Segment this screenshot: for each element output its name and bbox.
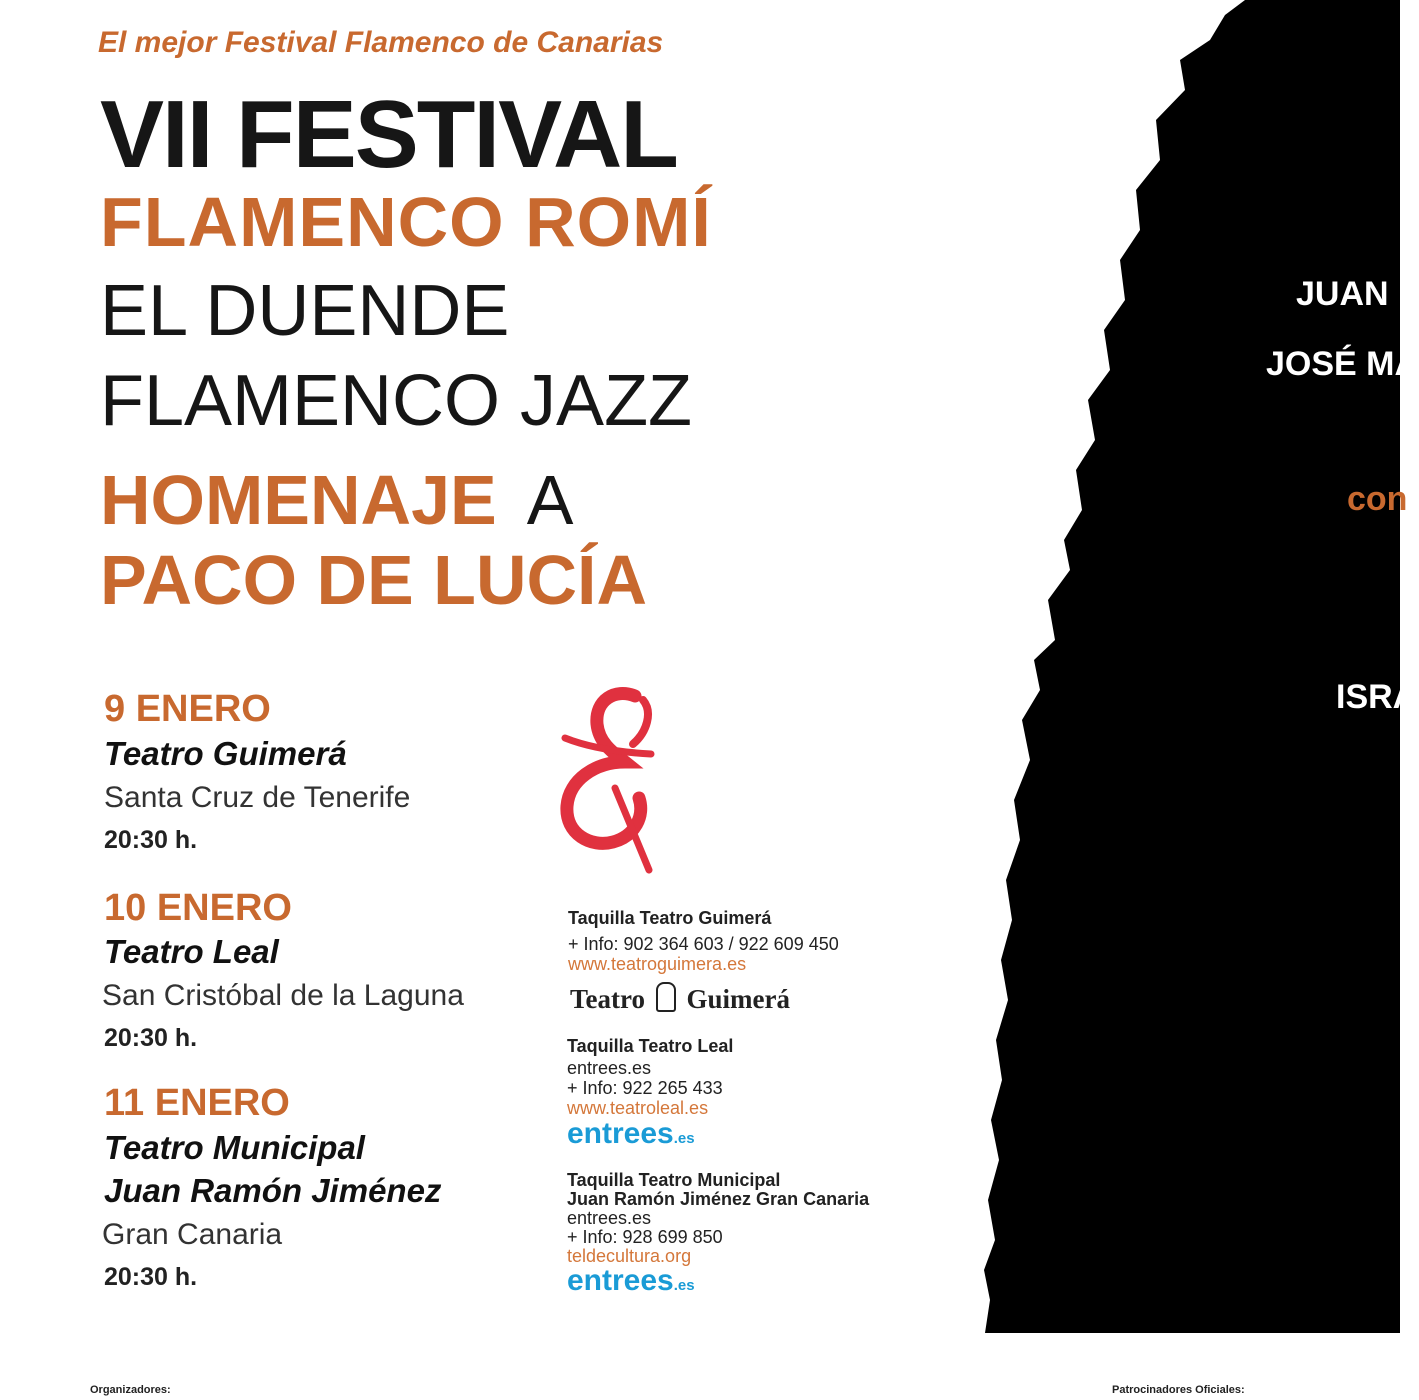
entrees-logo-suffix: .es — [673, 1130, 695, 1147]
a-word: A — [526, 461, 574, 539]
ticketing-heading: Taquilla Teatro Leal — [567, 1036, 734, 1056]
ticketing-phone: + Info: 902 364 603 / 922 609 450 — [568, 934, 839, 954]
ampersand-logo-icon — [555, 688, 665, 878]
crest-icon — [656, 982, 676, 1012]
event-city: Santa Cruz de Tenerife — [104, 781, 411, 814]
ticketing-heading-2: Juan Ramón Jiménez Gran Canaria — [567, 1189, 870, 1209]
event-city: San Cristóbal de la Laguna — [102, 979, 464, 1012]
event-time: 20:30 h. — [104, 1024, 198, 1052]
ticketing-guimera — [568, 908, 839, 974]
event-date: 11 ENERO — [104, 1082, 290, 1124]
artist-connector: con — [1347, 480, 1408, 518]
ticketing-heading: Taquilla Teatro Municipal — [567, 1170, 781, 1190]
event-venue: Teatro Leal — [104, 933, 279, 970]
event-date: 10 ENERO — [104, 887, 292, 929]
title-festival: VII FESTIVAL — [100, 81, 677, 188]
ticketing-municipal — [567, 1171, 869, 1266]
entrees-logo — [567, 1117, 695, 1151]
entrees-logo-suffix: .es — [673, 1277, 695, 1294]
title-homenaje — [100, 460, 573, 540]
event-time: 20:30 h. — [104, 1263, 198, 1291]
homenaje-word: HOMENAJE — [100, 461, 497, 539]
ticketing-line: entrees.es — [567, 1058, 652, 1078]
logo-text-left: Teatro — [570, 984, 646, 1014]
ticketing-phone: + Info: 928 699 850 — [567, 1227, 723, 1247]
title-flamenco-jazz: FLAMENCO JAZZ — [100, 361, 693, 441]
event-city: Gran Canaria — [102, 1218, 283, 1251]
entrees-logo-text: entrees — [567, 1264, 674, 1297]
footer-organizers: Organizadores: — [90, 1384, 171, 1396]
teatro-guimera-logo — [570, 982, 790, 1015]
ticketing-line: entrees.es — [567, 1208, 652, 1228]
event-date: 9 ENERO — [104, 688, 271, 730]
event-venue-line2: Juan Ramón Jiménez — [104, 1172, 442, 1209]
footer-sponsors: Patrocinadores Oficiales: — [1112, 1384, 1245, 1396]
entrees-logo — [567, 1264, 695, 1298]
title-el-duende: EL DUENDE — [100, 271, 510, 351]
artist-name: JOSÉ MA — [1266, 345, 1419, 383]
title-paco-de-lucia: PACO DE LUCÍA — [100, 541, 648, 619]
event-venue-line1: Teatro Municipal — [104, 1129, 365, 1166]
ticketing-phone: + Info: 922 265 433 — [567, 1078, 723, 1098]
ticketing-url[interactable]: teldecultura.org — [567, 1246, 692, 1266]
event-time: 20:30 h. — [104, 826, 198, 854]
tagline: El mejor Festival Flamenco de Canarias — [98, 26, 664, 59]
event-venue: Teatro Guimerá — [104, 735, 347, 772]
title-flamenco-romi: FLAMENCO ROMÍ — [100, 183, 712, 261]
artist-name: ISRA — [1336, 678, 1418, 716]
ticketing-heading: Taquilla Teatro Guimerá — [568, 908, 772, 928]
ticketing-leal — [567, 1036, 733, 1118]
entrees-logo-text: entrees — [567, 1117, 674, 1150]
artist-name: JUAN — [1296, 275, 1389, 313]
ticketing-url[interactable]: www.teatroleal.es — [567, 1098, 709, 1118]
ticketing-url[interactable]: www.teatroguimera.es — [568, 954, 747, 974]
logo-text-right: Guimerá — [686, 984, 790, 1014]
